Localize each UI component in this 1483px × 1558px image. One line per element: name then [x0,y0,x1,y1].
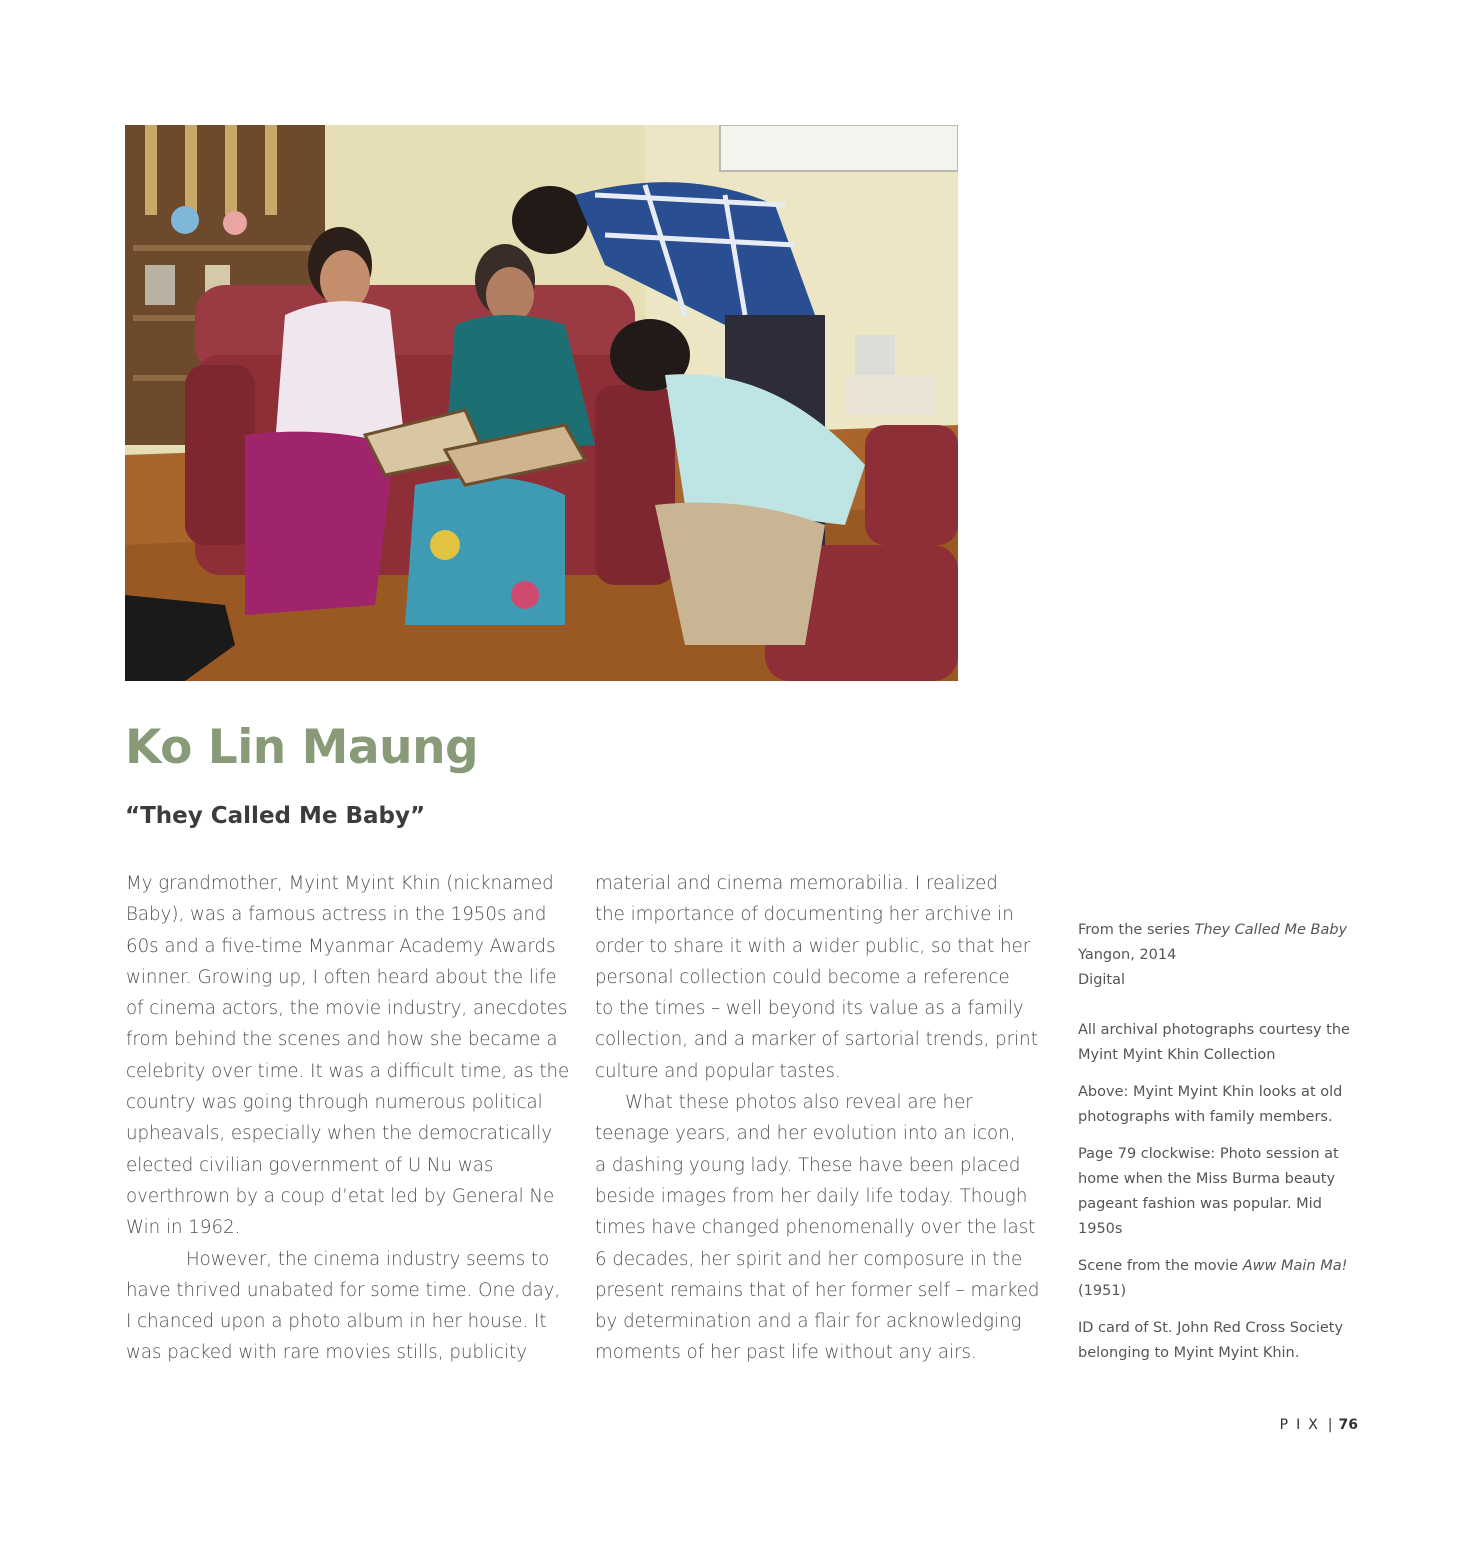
caption-line: pageant fashion was popular. Mid [1078,1196,1322,1212]
body-line: winner. Growing up, I often heard about the life [126,966,557,988]
article-photo [125,125,958,681]
body-line: from behind the scenes and how she became a [126,1029,558,1051]
scene-prefix: Scene from the movie [1078,1258,1243,1274]
caption-line: belonging to Myint Myint Khin. [1078,1345,1300,1361]
body-paragraph [126,1244,566,1369]
body-line: personal collection could become a reference [595,966,1010,988]
caption-line: 1950s [1078,1221,1123,1237]
magazine-brand: PIX [1279,1417,1326,1433]
body-line: by determination and a flair for acknowledging [595,1311,1022,1333]
body-line: the importance of documenting her archive in [595,904,1014,926]
page79-caption [1078,1142,1378,1242]
body-line: order to share it with a wider public, so that her [595,935,1031,957]
body-line: 60s and a five-time Myanmar Academy Awards [126,935,556,957]
caption-line: Above: Myint Myint Khin looks at old [1078,1084,1343,1100]
caption-line: Page 79 clockwise: Photo session at [1078,1146,1339,1162]
scene-caption [1078,1254,1378,1304]
body-line: collection, and a marker of sartorial trends, print [595,1029,1038,1051]
body-line: My grandmother, Myint Myint Khin (nicknamed [126,873,554,894]
caption-line: photographs with family members. [1078,1109,1333,1125]
caption-line: All archival photographs courtesy the [1078,1022,1350,1038]
body-line: teenage years, and her evolution into an icon, [595,1123,1016,1145]
body-line: However, the cinema industry seems to [186,1248,550,1270]
caption-column [1078,918,1378,1378]
body-line: Win in 1962. [126,1217,241,1239]
body-line: overthrown by a coup d’etat led by General Ne [126,1185,555,1207]
body-line: to the times – well beyond its value as a family [595,998,1024,1020]
body-line: upheavals, especially when the democratically [126,1123,553,1145]
above-caption [1078,1080,1378,1130]
caption-line: Myint Myint Khin Collection [1078,1047,1276,1063]
body-paragraph [595,1087,1045,1369]
caption-line: (1951) [1078,1283,1127,1299]
series-caption [1078,918,1378,993]
body-line: I chanced upon a photo album in her house. It [126,1311,547,1333]
body-line: What these photos also reveal are her [625,1092,973,1114]
body-line: was packed with rare movies stills, publicity [126,1342,527,1364]
body-column-2 [595,868,1045,1369]
courtesy-caption [1078,1018,1378,1068]
scene-line [1078,1254,1378,1279]
author-name: Ko Lin Maung [125,720,479,775]
body-line: culture and popular tastes. [595,1060,841,1082]
body-line: elected civilian government of U Nu was [126,1154,494,1176]
series-prefix: From the series [1078,922,1195,938]
body-column-1 [126,868,570,1369]
folio-separator: | [1327,1417,1333,1433]
series-title: They Called Me Baby [1194,922,1348,938]
body-line: Baby), was a famous actress in the 1950s and [126,904,547,926]
work-title: “They Called Me Baby” [125,803,426,829]
body-line: present remains that of her former self – marked [595,1279,1040,1301]
caption-line: ID card of St. John Red Cross Society [1078,1320,1344,1336]
caption-line: home when the Miss Burma beauty [1078,1171,1336,1187]
medium: Digital [1078,972,1126,988]
page-number: 76 [1338,1417,1358,1433]
body-paragraph [595,868,1045,1087]
body-line: 6 decades, her spirit and her composure in the [595,1248,1023,1270]
scene-title: Aww Main Ma! [1242,1258,1348,1274]
place-year: Yangon, 2014 [1078,947,1177,963]
body-line: moments of her past life without any airs. [595,1342,977,1364]
family-photo-illustration [125,125,958,681]
series-line [1078,918,1378,943]
body-line: of cinema actors, the movie industry, anecdotes [126,998,568,1020]
body-line: celebrity over time. It was a difficult time, as the [126,1060,570,1082]
body-line: times have changed phenomenally over the last [595,1217,1036,1239]
page-folio [1280,1417,1358,1433]
body-paragraph [126,868,570,1244]
body-line: a dashing young lady. These have been placed [595,1154,1021,1176]
idcard-caption [1078,1316,1378,1366]
body-line: beside images from her daily life today. Though [595,1185,1028,1207]
body-line: country was going through numerous political [126,1092,543,1114]
body-line: have thrived unabated for some time. One day, [126,1279,561,1301]
body-line: material and cinema memorabilia. I realized [595,873,998,894]
